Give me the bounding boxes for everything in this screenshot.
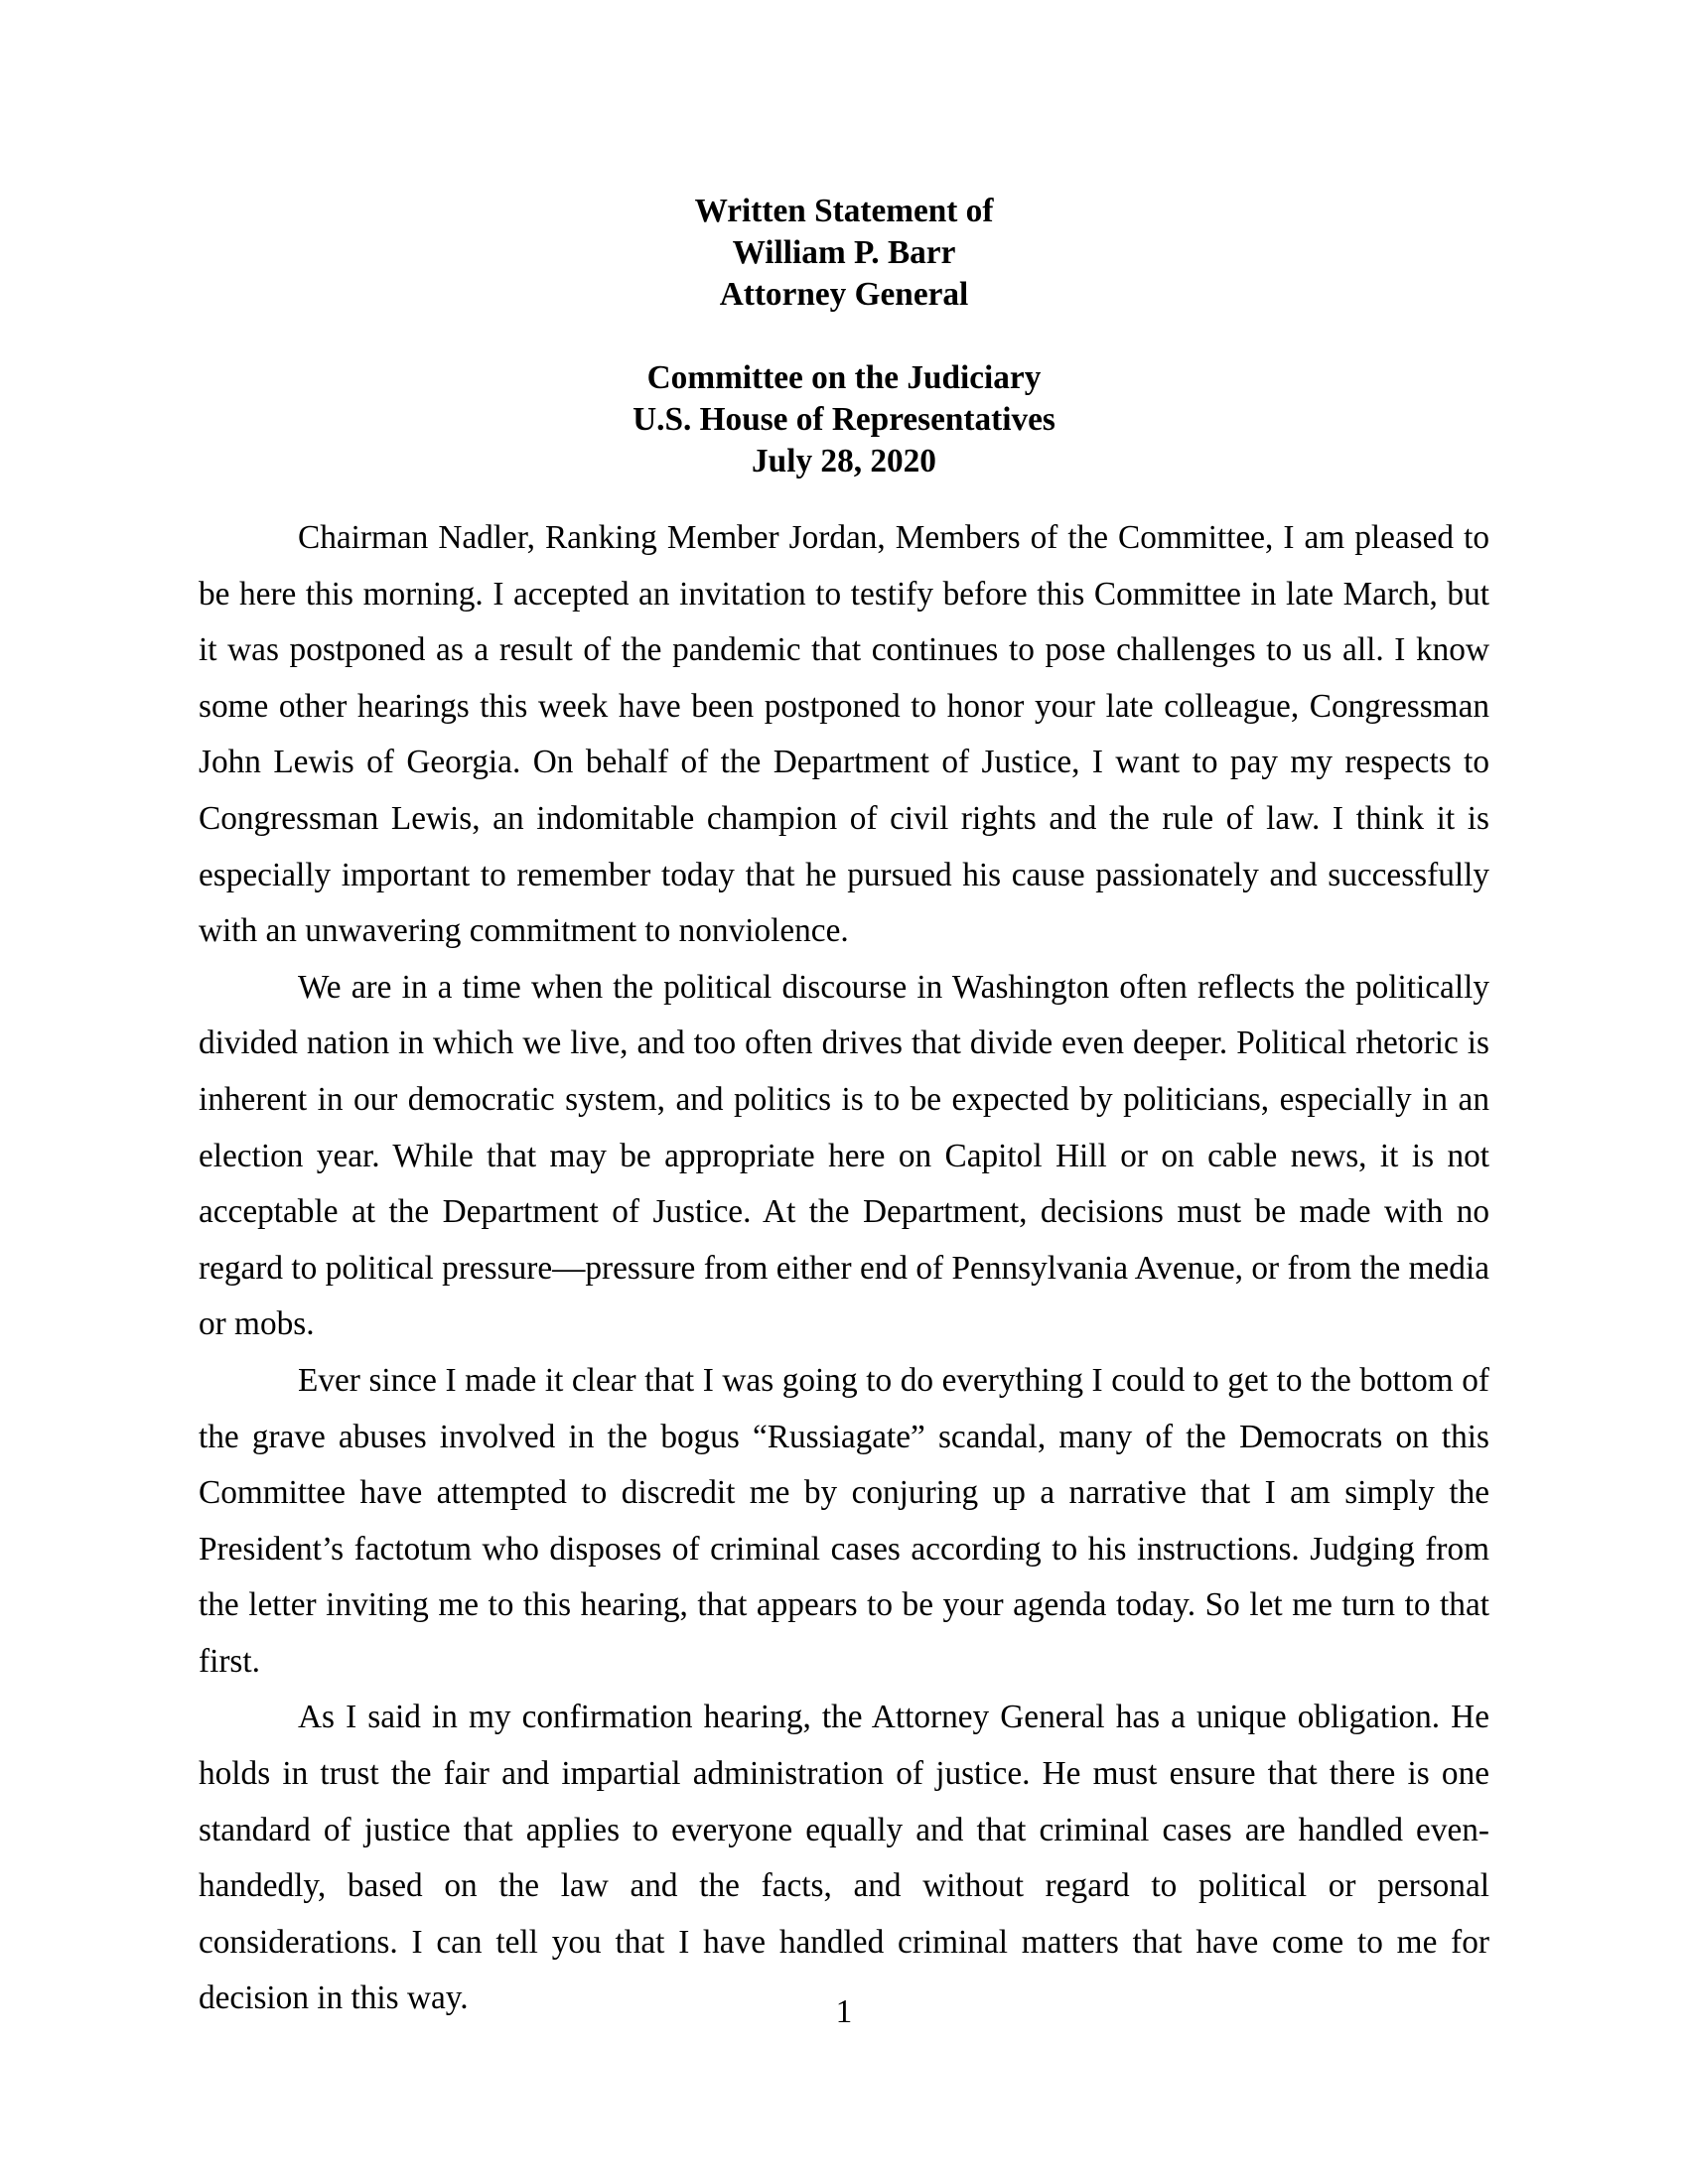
statement-title bbox=[199, 191, 1489, 316]
document-content bbox=[199, 191, 1489, 2027]
page-number: 1 bbox=[835, 1993, 853, 2030]
body-paragraph: We are in a time when the political discourse in Washington often reflects the politically divided nation in which we live, and too often drives that divide even deeper. Political rhetoric is inherent in our democratic system, and politics is to be expected by politicians, especially in an election year. While that may be appropriate here on Capitol Hill or on cable news, it is not acceptable at the Department of Justice. At the Department, decisions must be made with no regard to political pressure—pressure from either end of Pennsylvania Avenue, or from the media or mobs. bbox=[199, 968, 1489, 1343]
statement-title-line: Attorney General bbox=[719, 276, 969, 313]
committee-line: July 28, 2020 bbox=[752, 443, 936, 479]
body-paragraph: Ever since I made it clear that I was going to do everything I could to get to the bottom of the grave abuses involved in the bogus “Russiagate” scandal, many of the Democrats on this Committee have attempted to discredit me by conjuring up a narrative that I am simply the President’s factotum who disposes of criminal cases according to his instructions. Judging from the letter inviting me to this hearing, that appears to be your agenda today. So let me turn to that first. bbox=[199, 1361, 1489, 1680]
title-committee-gap bbox=[199, 316, 1489, 357]
committee-line: Committee on the Judiciary bbox=[646, 359, 1042, 396]
body-paragraph: As I said in my confirmation hearing, the Attorney General has a unique obligation. He holds in trust the fair and impartial administration of justice. He must ensure that there is one standard of justice that applies to everyone equally and that criminal cases are handled even-handedly, based on the law and the facts, and without regard to political or personal considerations. I can tell you that I have handled criminal matters that have come to me for decision in this way. bbox=[199, 1699, 1489, 2017]
committee-heading bbox=[199, 357, 1489, 482]
statement-title-line: Written Statement of bbox=[694, 193, 994, 229]
committee-line: U.S. House of Representatives bbox=[633, 401, 1055, 438]
statement-title-line: William P. Barr bbox=[732, 234, 956, 271]
statement-body bbox=[199, 510, 1489, 2027]
body-paragraph: Chairman Nadler, Ranking Member Jordan, Members of the Committee, I am pleased to be here this morning. I accepted an invitation to testify before this Committee in late March, but it was postponed as a result of the pandemic that continues to pose challenges to us all. I know some other hearings this week have been postponed to honor your late colleague, Congressman John Lewis of Georgia. On behalf of the Department of Justice, I want to pay my respects to Congressman Lewis, an indomitable champion of civil rights and the rule of law. I think it is especially important to remember today that he pursued his cause passionately and successfully with an unwavering commitment to nonviolence. bbox=[199, 519, 1489, 950]
